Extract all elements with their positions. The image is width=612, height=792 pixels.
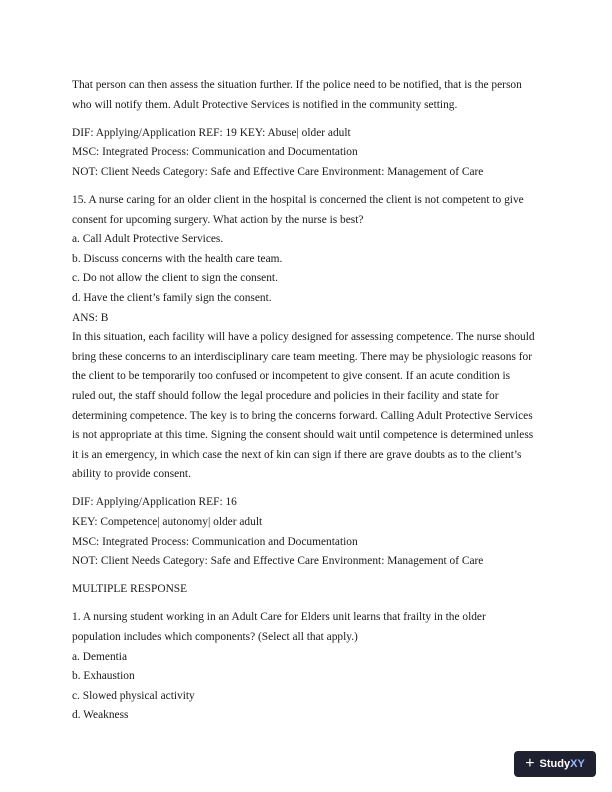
plus-icon: + [525,755,535,772]
answer-key: ANS: B [72,311,109,324]
question-stem: 15. A nurse caring for an older client in the hospital is concerned the client is not competent to give [72,193,524,206]
rationale-line: In this situation, each facility will have a policy designed for assessing competence. The nurse should [72,331,535,344]
section-heading-text: MULTIPLE RESPONSE [72,583,188,596]
top-paragraph [72,76,547,115]
rationale-line: determining competence. The key is to bring the concerns forward. Calling Adult Protective Services [72,409,533,422]
rationale-line: is not appropriate at this time. Signing the consent should wait until competence is determined unless [72,429,534,442]
document-page [72,76,547,726]
meta-line: KEY: Competence| autonomy| older adult [72,515,263,528]
question-stem: population includes which components? (Select all that apply.) [72,630,358,643]
studyxy-badge[interactable] [514,751,596,777]
meta-line: NOT: Client Needs Category: Safe and Effective Care Environment: Management of Care [72,165,484,178]
answer-option: d. Have the client’s family sign the consent. [72,291,272,304]
question-stem: consent for upcoming surgery. What action by the nurse is best? [72,213,364,226]
question-stem: 1. A nursing student working in an Adult Care for Elders unit learns that frailty in the older [72,611,486,624]
meta-line: MSC: Integrated Process: Communication and Documentation [72,146,358,159]
meta-line: MSC: Integrated Process: Communication and Documentation [72,535,358,548]
meta-line: NOT: Client Needs Category: Safe and Effective Care Environment: Management of Care [72,555,484,568]
brand-name: StudyXY [539,758,585,770]
answer-option: b. Discuss concerns with the health care team. [72,252,283,265]
answer-option: a. Dementia [72,650,128,663]
rationale-line: bring these concerns to an interdisciplinary care team meeting. There may be physiologic reasons for [72,350,533,363]
answer-option: c. Slowed physical activity [72,689,195,702]
answer-option: d. Weakness [72,709,129,722]
rationale-line: ability to provide consent. [72,468,191,481]
text-line: That person can then assess the situation further. If the police need to be notified, that is the person [72,79,522,91]
rationale-line: it is an emergency, in which case the next of kin can sign if there are grave doubts as to the client’s [72,448,522,461]
meta-line: DIF: Applying/Application REF: 16 [72,496,237,509]
question-15 [72,191,547,485]
mr-question-1 [72,608,547,726]
meta-line: DIF: Applying/Application REF: 19 KEY: Abuse| older adult [72,126,351,139]
text-line: who will notify them. Adult Protective Services is notified in the community setting. [72,98,458,111]
meta-block-2 [72,493,547,571]
rationale-line: ruled out, the staff should follow the legal procedure and policies in their facility and state for [72,389,499,402]
answer-option: a. Call Adult Protective Services. [72,233,224,246]
answer-option: c. Do not allow the client to sign the consent. [72,272,278,285]
section-heading [72,580,547,600]
rationale-line: the client to be temporarily too confused or incompetent to give consent. If an acute condition is [72,370,511,383]
meta-block-1 [72,124,547,183]
answer-option: b. Exhaustion [72,670,135,683]
